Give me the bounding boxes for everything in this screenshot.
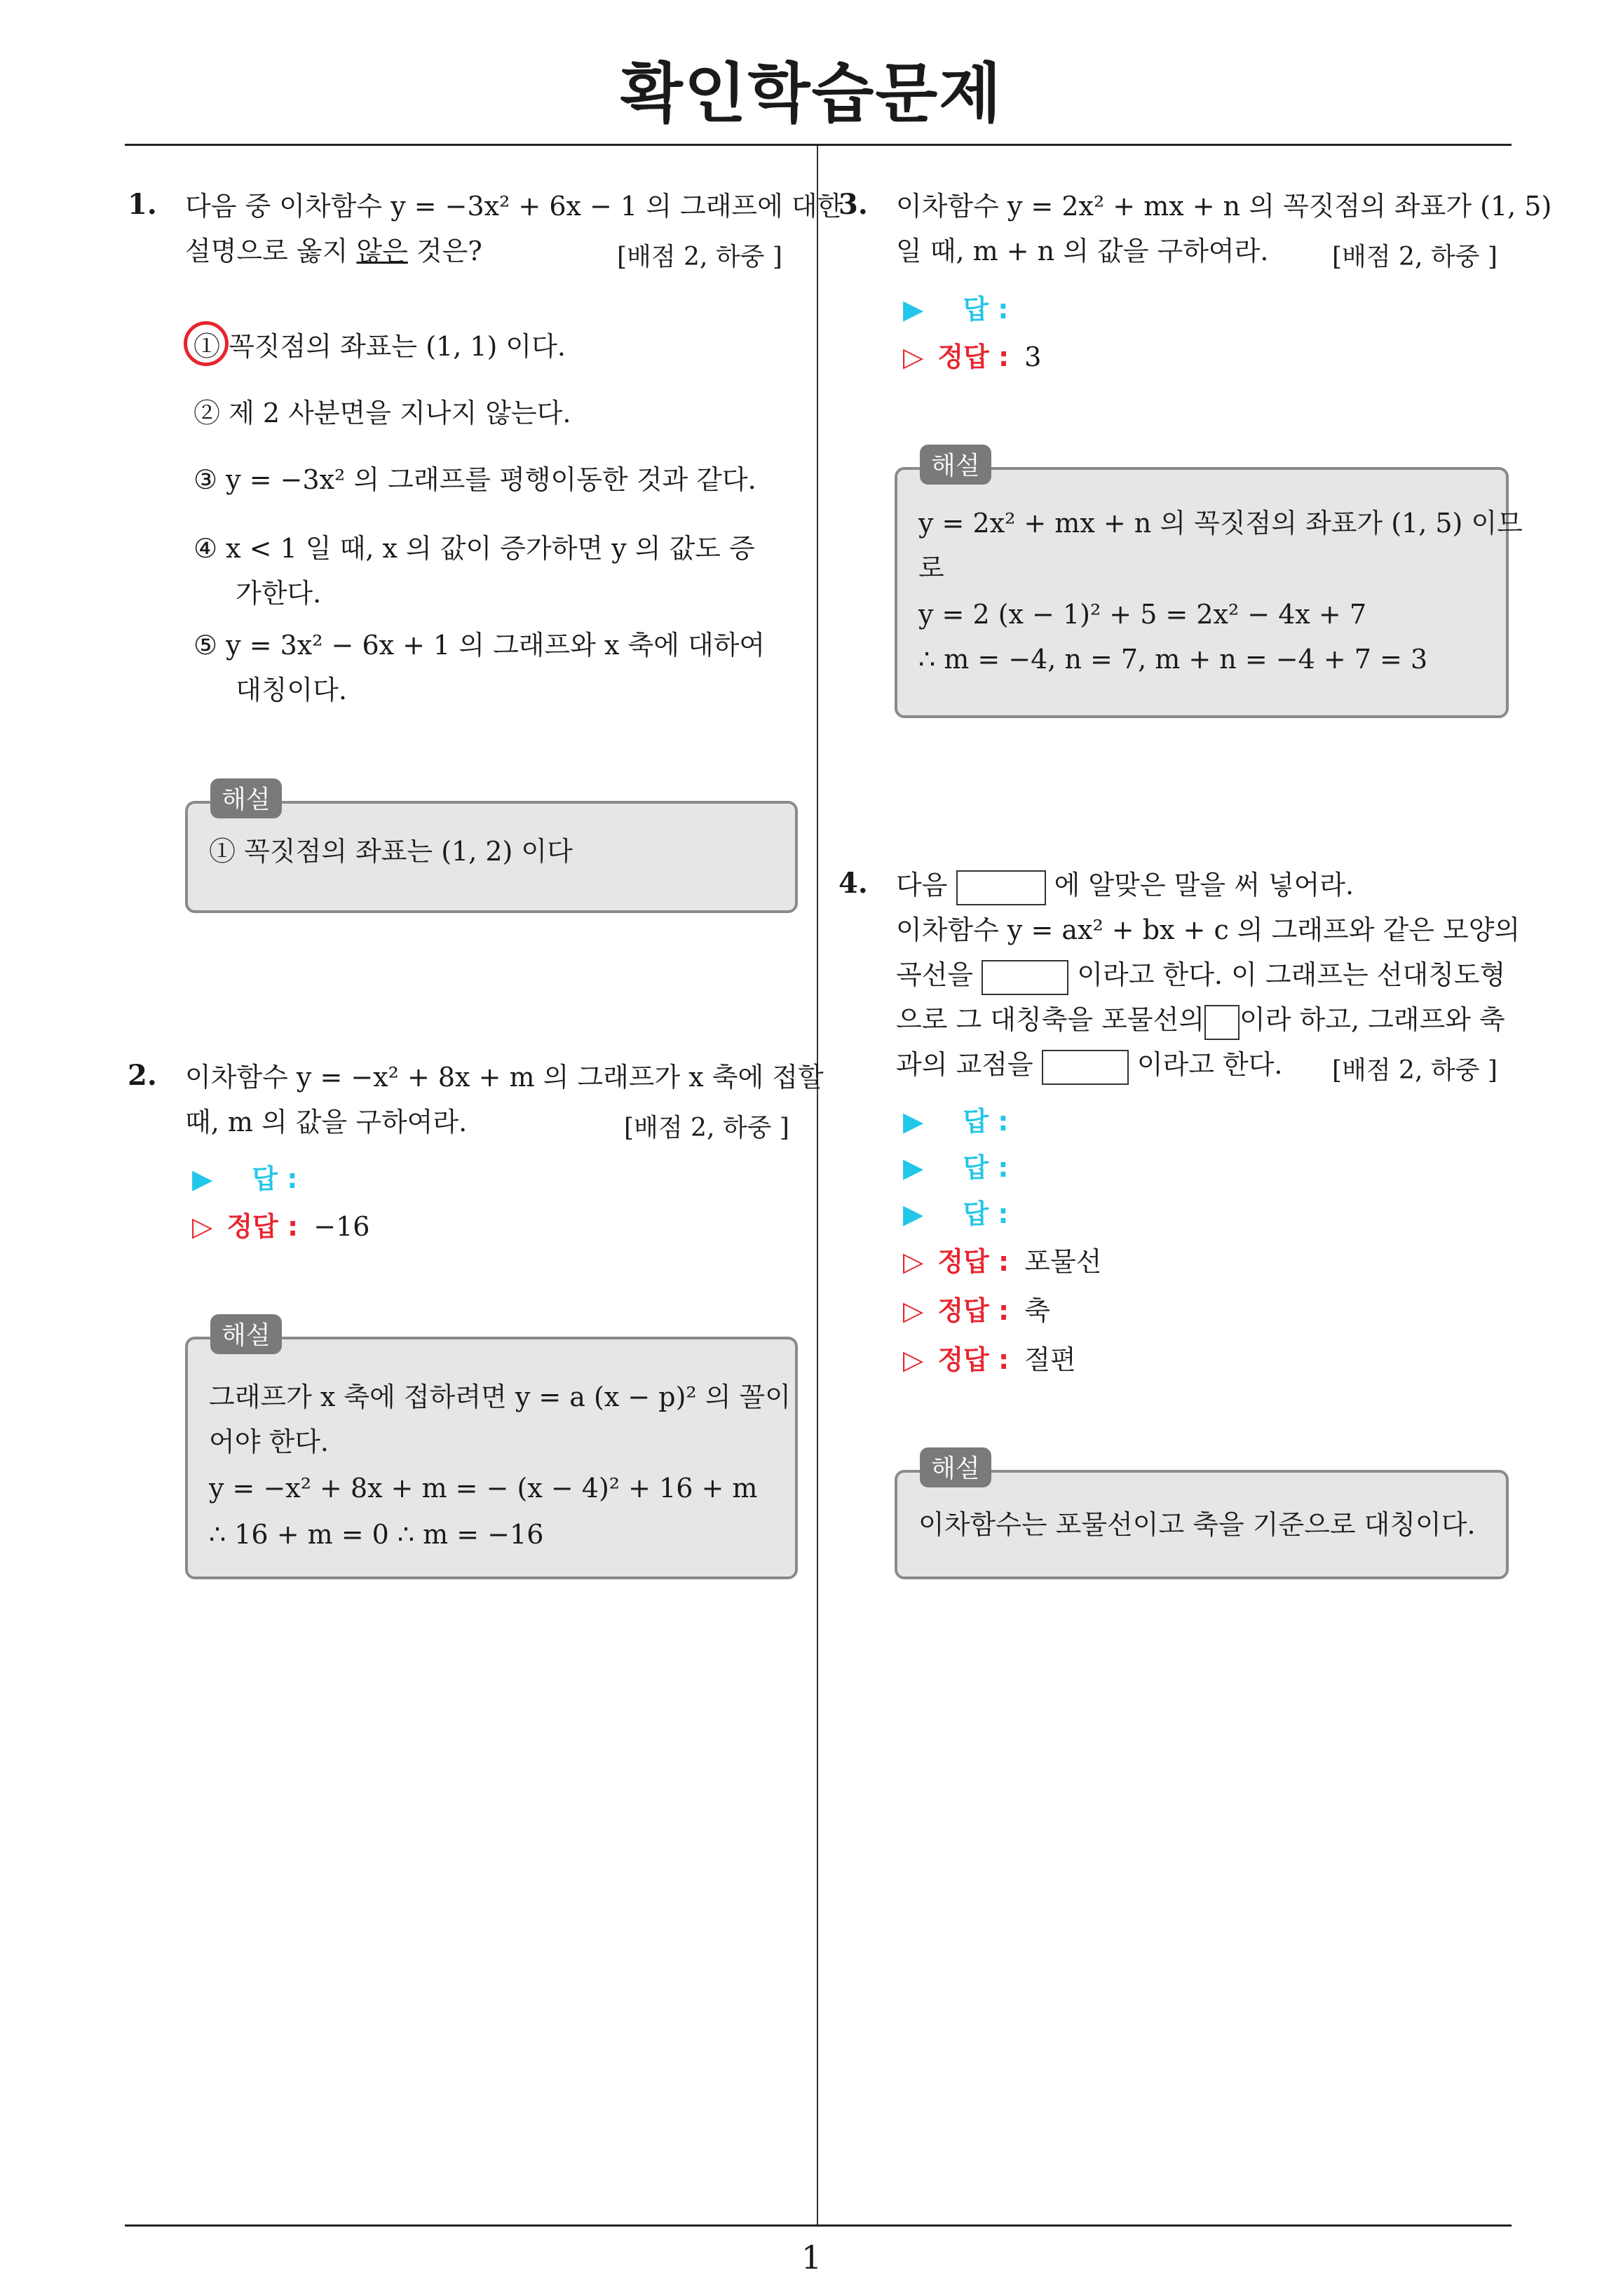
- explanation-text: ∴ 16 + m = 0 ∴ m = −16: [209, 1519, 544, 1550]
- score-meta: [배점 2, 하중 ]: [1332, 1056, 1498, 1085]
- correct-row: ▷ 정답 : 절편: [903, 1344, 1076, 1375]
- question-text: 때, m 의 값을 구하여라.: [185, 1107, 468, 1137]
- explanation-tag: 해설: [210, 1314, 282, 1354]
- score-meta: [배점 2, 하중 ]: [624, 1114, 789, 1142]
- play-icon: ▶: [192, 1163, 213, 1194]
- option-3[interactable]: ③ y = −3x² 의 그래프를 평행이동한 것과 같다.: [193, 464, 756, 495]
- blank-box[interactable]: [956, 870, 1046, 905]
- explanation-text: y = −x² + 8x + m = − (x − 4)² + 16 + m: [209, 1473, 758, 1504]
- correct-row: ▷ 정답 : −16: [192, 1211, 370, 1242]
- play-icon: ▶: [903, 294, 924, 325]
- score-meta: [배점 2, 하중 ]: [1332, 243, 1498, 271]
- explanation-tag: 해설: [920, 445, 991, 485]
- triangle-outline-icon: ▷: [192, 1211, 213, 1242]
- blank-2-box[interactable]: [1204, 1005, 1240, 1040]
- option-4-cont: 가한다.: [236, 578, 322, 609]
- correct-row: ▷ 정답 : 3: [903, 342, 1042, 372]
- explanation-box: [185, 801, 798, 913]
- explanation-text: y = 2 (x − 1)² + 5 = 2x² − 4x + 7: [918, 599, 1367, 630]
- page-number: 1: [801, 2238, 822, 2276]
- answer-row[interactable]: ▶ 답 :: [903, 1106, 1009, 1137]
- explanation-text: ∴ m = −4, n = 7, m + n = −4 + 7 = 3: [918, 644, 1428, 675]
- triangle-outline-icon: ▷: [903, 342, 924, 372]
- answer-row[interactable]: ▶ 답 :: [192, 1163, 298, 1194]
- answer-row[interactable]: ▶ 답 :: [903, 1198, 1009, 1229]
- play-icon: ▶: [903, 1106, 924, 1137]
- answer-row[interactable]: ▶ 답 :: [903, 294, 1009, 325]
- explanation-box: [895, 467, 1523, 718]
- play-icon: ▶: [903, 1152, 924, 1183]
- page-title: 확인학습문제: [620, 56, 1003, 131]
- question-text: 설명으로 옳지 않은 것은?: [185, 236, 482, 266]
- question-text: 곡선을 이라고 한다. 이 그래프는 선대칭도형: [896, 952, 1505, 997]
- header-rule: [125, 144, 1512, 146]
- option-4[interactable]: ④ x < 1 일 때, x 의 값이 증가하면 y 의 값도 증: [193, 533, 755, 564]
- question-text: 일 때, m + n 의 값을 구하여라.: [896, 236, 1269, 266]
- blank-1-box[interactable]: [982, 960, 1068, 995]
- question-number: 1.: [128, 188, 157, 221]
- correct-row: ▷ 정답 : 포물선: [903, 1246, 1102, 1277]
- question-text: 다음 에 알맞은 말을 써 넣어라.: [896, 863, 1354, 907]
- explanation-text: 이차함수는 포물선이고 축을 기준으로 대칭이다.: [918, 1509, 1476, 1540]
- explanation-text: 그래프가 x 축에 접하려면 y = a (x − p)² 의 꼴이: [209, 1382, 791, 1412]
- explanation-text: 로: [918, 553, 944, 583]
- triangle-outline-icon: ▷: [903, 1246, 924, 1277]
- question-text: 으로 그 대칭축을 포물선의 이라 하고, 그래프와 축: [896, 997, 1505, 1042]
- play-icon: ▶: [903, 1198, 924, 1229]
- question-text: 과의 교점을 이라고 한다.: [896, 1042, 1283, 1087]
- correct-row: ▷ 정답 : 축: [903, 1295, 1050, 1326]
- option-2[interactable]: ② 제 2 사분면을 지나지 않는다.: [193, 398, 571, 428]
- question-text: 다음 중 이차함수 y = −3x² + 6x − 1 의 그래프에 대한: [185, 191, 843, 222]
- explanation-tag: 해설: [210, 778, 282, 818]
- question-number: 2.: [128, 1059, 157, 1092]
- footer-rule: [125, 2224, 1512, 2227]
- score-meta: [배점 2, 하중 ]: [617, 243, 782, 271]
- column-divider: [817, 146, 818, 2227]
- explanation-text: 어야 한다.: [209, 1426, 329, 1457]
- question-text: 이차함수 y = ax² + bx + c 의 그래프와 같은 모양의: [896, 914, 1521, 945]
- question-text: 이차함수 y = −x² + 8x + m 의 그래프가 x 축에 접할: [185, 1062, 824, 1093]
- triangle-outline-icon: ▷: [903, 1295, 924, 1326]
- explanation-text: ① 꼭짓점의 좌표는 (1, 2) 이다: [209, 836, 573, 867]
- blank-3-box[interactable]: [1042, 1050, 1129, 1085]
- option-5[interactable]: ⑤ y = 3x² − 6x + 1 의 그래프와 x 축에 대하여: [193, 630, 766, 661]
- triangle-outline-icon: ▷: [903, 1344, 924, 1375]
- explanation-tag: 해설: [920, 1447, 991, 1487]
- question-number: 3.: [838, 188, 868, 221]
- option-1[interactable]: ① 꼭짓점의 좌표는 (1, 1) 이다.: [193, 331, 566, 362]
- option-5-cont: 대칭이다.: [236, 675, 347, 705]
- explanation-text: y = 2x² + mx + n 의 꼭짓점의 좌표가 (1, 5) 이므: [918, 508, 1523, 539]
- question-text: 이차함수 y = 2x² + mx + n 의 꼭짓점의 좌표가 (1, 5): [896, 191, 1552, 222]
- explanation-box: [185, 1337, 798, 1579]
- answer-row[interactable]: ▶ 답 :: [903, 1152, 1009, 1183]
- question-number: 4.: [838, 867, 868, 900]
